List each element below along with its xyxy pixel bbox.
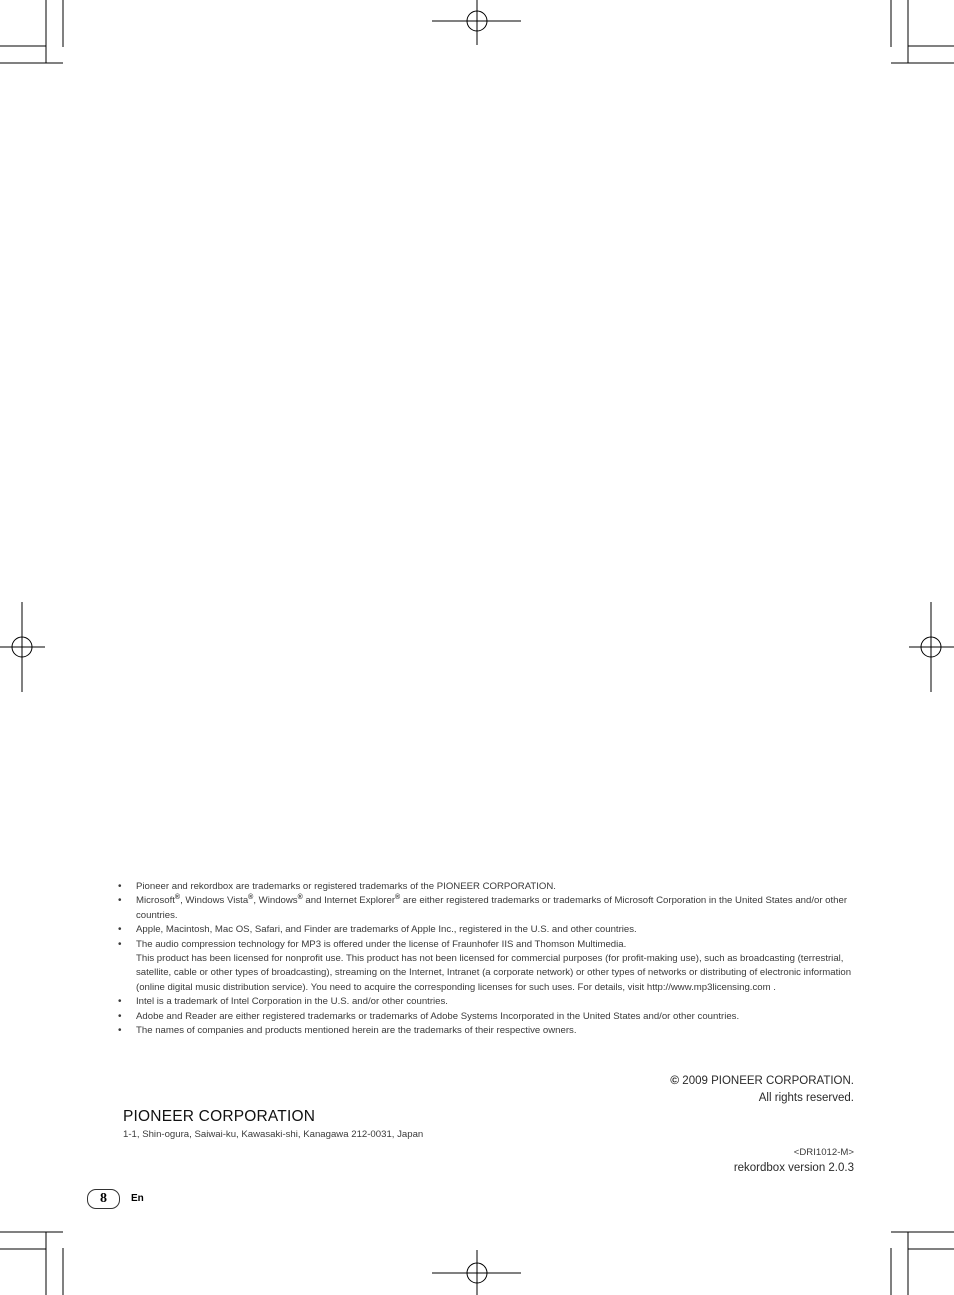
registration-mark-top (432, 0, 521, 45)
note-item: • Apple, Macintosh, Mac OS, Safari, and Finder are trademarks of Apple Inc., registered in the U.S. and other countries. (118, 923, 858, 937)
registration-mark-right (909, 602, 954, 692)
note-item: • Pioneer and rekordbox are trademarks or registered trademarks of the PIONEER CORPORATION. (118, 880, 858, 894)
software-version: rekordbox version 2.0.3 (733, 1162, 854, 1174)
company-name: PIONEER CORPORATION (123, 1108, 316, 1125)
crop-mark-top-right (891, 0, 954, 63)
note-item: • Microsoft®, Windows Vista®, Windows® and Internet Explorer® are either registered trademarks or trademarks of Microsoft Corporation in the United States and/or other countries. (118, 894, 858, 923)
copyright-symbol: © (670, 1073, 680, 1087)
crop-mark-bottom-right (891, 1232, 954, 1295)
copyright-line: © 2009 PIONEER CORPORATION. (670, 1073, 854, 1087)
note-item: • The names of companies and products mentioned herein are the trademarks of their respective owners. (118, 1024, 858, 1038)
note-item: • Intel is a trademark of Intel Corporation in the U.S. and/or other countries. (118, 995, 858, 1009)
crop-mark-top-left (0, 0, 63, 63)
note-item: • The audio compression technology for MP3 is offered under the license of Fraunhofer IIS and Thomson Multimedia. This product has been licensed for nonprofit use. This product has not been licensed for commercial purposes (for profit-making use), such as broadcasting (terrestrial, satellite, cable or other types of broadcasting), streaming on the Internet, Intranet (a corporate network) or other types of networks or distributing of electronic information (online digital music distribution service). You need to acquire the corresponding licenses for such uses. For details, visit http://www.mp3licensing.com . (118, 938, 858, 996)
page-number: 8 (87, 1189, 120, 1209)
registration-mark-left (0, 602, 45, 692)
document-id: <DRI1012-M> (793, 1147, 854, 1158)
language-label: En (131, 1193, 144, 1204)
crop-mark-bottom-left (0, 1232, 63, 1295)
rights-reserved: All rights reserved. (758, 1092, 854, 1104)
note-item: • Adobe and Reader are either registered trademarks or trademarks of Adobe Systems Incorporated in the United States and/or other countries. (118, 1010, 858, 1024)
copyright-notice (670, 1072, 854, 1107)
trademark-notes (118, 880, 858, 1038)
company-address: 1-1, Shin-ogura, Saiwai-ku, Kawasaki-shi, Kanagawa 212-0031, Japan (123, 1129, 424, 1140)
registration-mark-bottom (432, 1250, 521, 1295)
